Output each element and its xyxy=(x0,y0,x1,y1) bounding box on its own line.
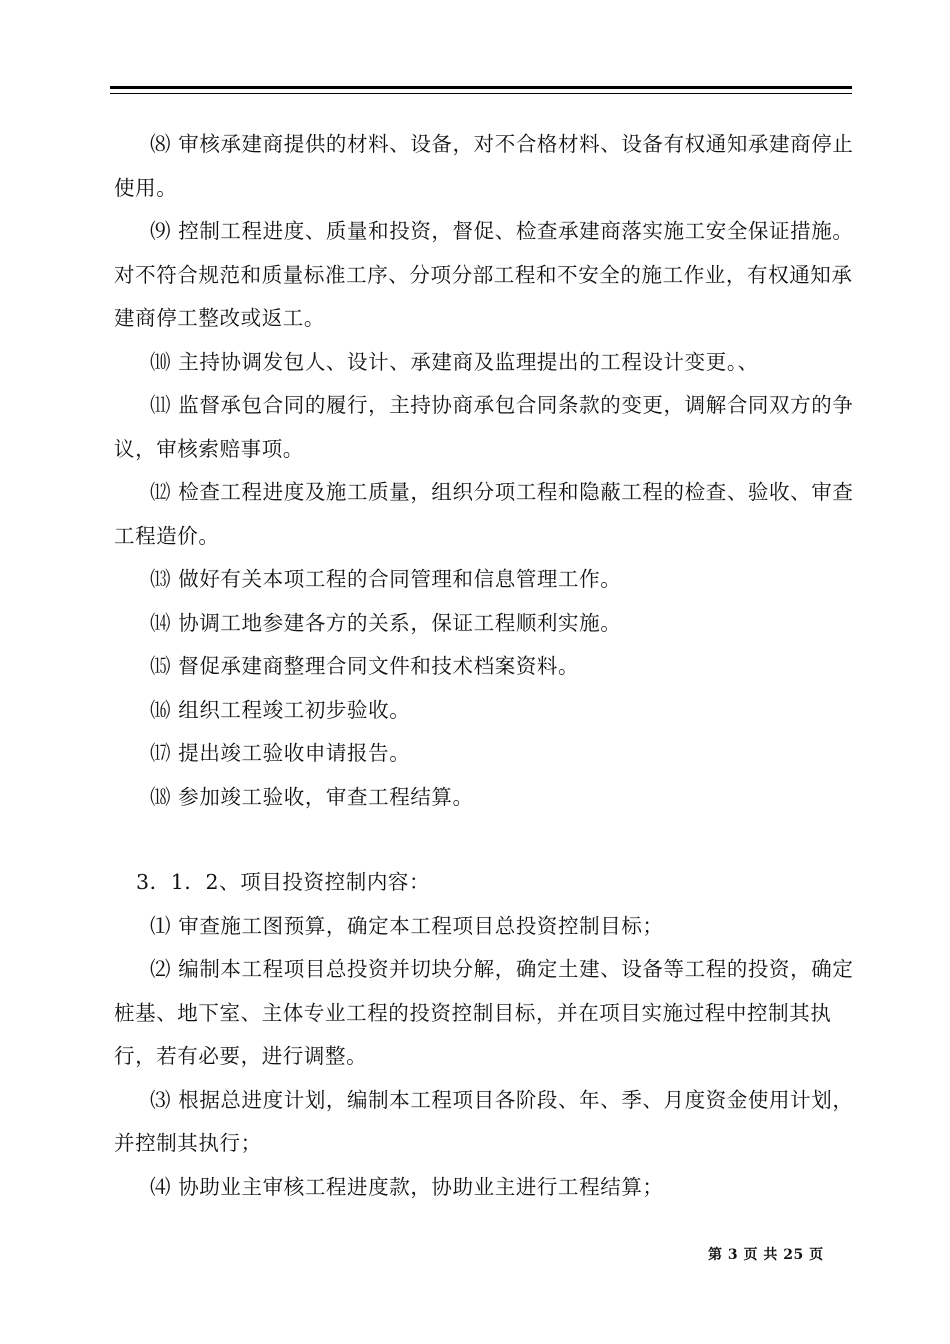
list-item: ⑵ 编制本工程项目总投资并切块分解，确定土建、设备等工程的投资，确定桩基、地下室、主体专业工程的投资控制目标，并在项目实施过程中控制其执行，若有必要，进行调整。 xyxy=(114,957,854,1068)
list-item: ⑿ 检查工程进度及施工质量，组织分项工程和隐蔽工程的检查、验收、审查工程造价。 xyxy=(114,480,854,548)
list-item: ⑴ 审查施工图预算，确定本工程项目总投资控制目标； xyxy=(150,913,664,938)
list-item: ⑷ 协助业主审核工程进度款，协助业主进行工程结算； xyxy=(150,1174,664,1199)
section-heading: 3．1．2、项目投资控制内容： xyxy=(136,870,431,894)
list-item: ⒀ 做好有关本项工程的合同管理和信息管理工作。 xyxy=(150,567,622,591)
document-body xyxy=(114,123,858,1209)
page-number-footer: 第 3 页 共 25 页 xyxy=(708,1247,824,1263)
list-item: ⒁ 协调工地参建各方的关系，保证工程顺利实施。 xyxy=(150,610,622,635)
list-item: ⒄ 提出竣工验收申请报告。 xyxy=(150,741,411,765)
list-item: ⑻ 审核承建商提供的材料、设备，对不合格材料、设备有权通知承建商停止使用。 xyxy=(114,132,854,200)
header-rule-thin xyxy=(110,93,852,94)
list-item: ⑾ 监督承包合同的履行，主持协商承包合同条款的变更，调解合同双方的争议，审核索赔事项。 xyxy=(114,393,854,461)
list-item: ⑶ 根据总进度计划，编制本工程项目各阶段、年、季、月度资金使用计划，并控制其执行； xyxy=(114,1087,854,1155)
list-item: ⒃ 组织工程竣工初步验收。 xyxy=(150,697,411,722)
header-rule-thick xyxy=(110,86,852,89)
list-item: ⒅ 参加竣工验收，审查工程结算。 xyxy=(150,784,474,809)
list-item: ⒂ 督促承建商整理合同文件和技术档案资料。 xyxy=(150,654,580,678)
list-item: ⑽ 主持协调发包人、设计、承建商及监理提出的工程设计变更。、 xyxy=(150,349,759,374)
list-item: ⑼ 控制工程进度、质量和投资，督促、检查承建商落实施工安全保证措施。对不符合规范和质量标准工序、分项分部工程和不安全的施工作业，有权通知承建商停工整改或返工。 xyxy=(114,219,854,330)
